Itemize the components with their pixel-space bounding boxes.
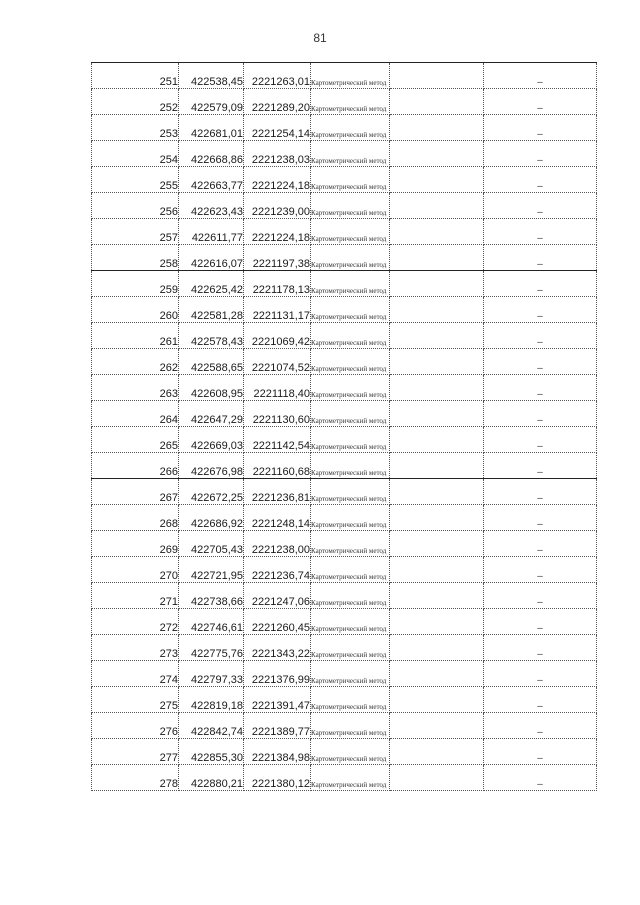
empty-cell	[390, 479, 484, 505]
point-number: 255	[92, 167, 179, 193]
coordinate-y: 2221391,47	[244, 687, 311, 713]
point-number: 275	[92, 687, 179, 713]
coordinate-x: 422579,09	[179, 89, 244, 115]
determination-method	[311, 141, 390, 167]
point-number: 258	[92, 245, 179, 271]
coordinate-x: 422880,21	[179, 765, 244, 791]
empty-cell	[390, 739, 484, 765]
point-number: 259	[92, 271, 179, 297]
method-text: Картометрический метод	[311, 339, 387, 347]
empty-cell	[390, 89, 484, 115]
coordinate-y: 2221380,12	[244, 765, 311, 791]
point-number: 267	[92, 479, 179, 505]
coordinate-x: 422623,43	[179, 193, 244, 219]
determination-method	[311, 609, 390, 635]
determination-method	[311, 765, 390, 791]
method-text: Картометрический метод	[311, 469, 387, 477]
determination-method	[311, 167, 390, 193]
accuracy-mark: –	[484, 687, 597, 713]
coordinate-y: 2221239,00	[244, 193, 311, 219]
determination-method	[311, 271, 390, 297]
determination-method	[311, 245, 390, 271]
determination-method	[311, 375, 390, 401]
method-text: Картометрический метод	[311, 755, 387, 763]
accuracy-mark: –	[484, 375, 597, 401]
accuracy-mark: –	[484, 63, 597, 89]
accuracy-mark: –	[484, 89, 597, 115]
accuracy-mark: –	[484, 349, 597, 375]
coordinate-y: 2221248,14	[244, 505, 311, 531]
accuracy-mark: –	[484, 141, 597, 167]
determination-method	[311, 323, 390, 349]
method-text: Картометрический метод	[311, 781, 387, 789]
table-row	[92, 713, 597, 739]
coordinate-y: 2221238,03	[244, 141, 311, 167]
accuracy-mark: –	[484, 713, 597, 739]
determination-method	[311, 453, 390, 479]
determination-method	[311, 427, 390, 453]
point-number: 252	[92, 89, 179, 115]
method-text: Картометрический метод	[311, 261, 387, 269]
coordinate-y: 2221247,06	[244, 583, 311, 609]
determination-method	[311, 219, 390, 245]
table-row	[92, 323, 597, 349]
determination-method	[311, 557, 390, 583]
accuracy-mark: –	[484, 765, 597, 791]
accuracy-mark: –	[484, 427, 597, 453]
page-number: 81	[313, 31, 327, 45]
method-text: Картометрический метод	[311, 313, 387, 321]
method-text: Картометрический метод	[311, 703, 387, 711]
table-body	[92, 63, 597, 791]
point-number: 263	[92, 375, 179, 401]
accuracy-mark: –	[484, 401, 597, 427]
empty-cell	[390, 583, 484, 609]
table-row	[92, 193, 597, 219]
coordinate-y: 2221074,52	[244, 349, 311, 375]
coordinate-y: 2221224,18	[244, 167, 311, 193]
method-text: Картометрический метод	[311, 209, 387, 217]
coordinate-x: 422669,03	[179, 427, 244, 453]
coordinate-y: 2221131,17	[244, 297, 311, 323]
coordinate-x: 422625,42	[179, 271, 244, 297]
empty-cell	[390, 713, 484, 739]
coordinate-x: 422588,65	[179, 349, 244, 375]
table-row	[92, 297, 597, 323]
accuracy-mark: –	[484, 635, 597, 661]
coordinate-y: 2221254,14	[244, 115, 311, 141]
point-number: 264	[92, 401, 179, 427]
empty-cell	[390, 765, 484, 791]
point-number: 278	[92, 765, 179, 791]
coordinate-x: 422705,43	[179, 531, 244, 557]
determination-method	[311, 193, 390, 219]
point-number: 276	[92, 713, 179, 739]
empty-cell	[390, 271, 484, 297]
method-text: Картометрический метод	[311, 391, 387, 399]
table-row	[92, 583, 597, 609]
method-text: Картометрический метод	[311, 105, 387, 113]
point-number: 273	[92, 635, 179, 661]
empty-cell	[390, 427, 484, 453]
determination-method	[311, 713, 390, 739]
table-row	[92, 401, 597, 427]
method-text: Картометрический метод	[311, 183, 387, 191]
coordinate-x: 422616,07	[179, 245, 244, 271]
coordinate-y: 2221224,18	[244, 219, 311, 245]
accuracy-mark: –	[484, 531, 597, 557]
coordinate-x: 422672,25	[179, 479, 244, 505]
method-text: Картометрический метод	[311, 443, 387, 451]
accuracy-mark: –	[484, 583, 597, 609]
method-text: Картометрический метод	[311, 365, 387, 373]
coordinate-y: 2221376,99	[244, 661, 311, 687]
table-row	[92, 375, 597, 401]
coordinate-x: 422842,74	[179, 713, 244, 739]
empty-cell	[390, 115, 484, 141]
coordinate-y: 2221197,38	[244, 245, 311, 271]
accuracy-mark: –	[484, 479, 597, 505]
accuracy-mark: –	[484, 661, 597, 687]
coordinate-x: 422855,30	[179, 739, 244, 765]
method-text: Картометрический метод	[311, 495, 387, 503]
point-number: 271	[92, 583, 179, 609]
method-text: Картометрический метод	[311, 235, 387, 243]
coordinate-x: 422819,18	[179, 687, 244, 713]
method-text: Картометрический метод	[311, 157, 387, 165]
method-text: Картометрический метод	[311, 79, 387, 87]
method-text: Картометрический метод	[311, 677, 387, 685]
coordinate-y: 2221260,45	[244, 609, 311, 635]
point-number: 253	[92, 115, 179, 141]
table-row	[92, 115, 597, 141]
empty-cell	[390, 687, 484, 713]
determination-method	[311, 531, 390, 557]
empty-cell	[390, 557, 484, 583]
table-row	[92, 141, 597, 167]
coordinate-y: 2221263,01	[244, 63, 311, 89]
accuracy-mark: –	[484, 167, 597, 193]
point-number: 254	[92, 141, 179, 167]
empty-cell	[390, 609, 484, 635]
determination-method	[311, 297, 390, 323]
accuracy-mark: –	[484, 609, 597, 635]
point-number: 269	[92, 531, 179, 557]
empty-cell	[390, 661, 484, 687]
coordinate-y: 2221130,60	[244, 401, 311, 427]
coordinate-y: 2221118,40	[244, 375, 311, 401]
coordinate-y: 2221236,74	[244, 557, 311, 583]
table-row	[92, 661, 597, 687]
determination-method	[311, 89, 390, 115]
coordinate-y: 2221238,00	[244, 531, 311, 557]
coordinate-x: 422611,77	[179, 219, 244, 245]
method-text: Картометрический метод	[311, 651, 387, 659]
coordinate-x: 422578,43	[179, 323, 244, 349]
coordinate-x: 422721,95	[179, 557, 244, 583]
empty-cell	[390, 531, 484, 557]
table-row	[92, 739, 597, 765]
coordinate-x: 422676,98	[179, 453, 244, 479]
point-number: 270	[92, 557, 179, 583]
empty-cell	[390, 297, 484, 323]
coordinate-y: 2221142,54	[244, 427, 311, 453]
method-text: Картометрический метод	[311, 417, 387, 425]
empty-cell	[390, 323, 484, 349]
coordinate-x: 422663,77	[179, 167, 244, 193]
point-number: 257	[92, 219, 179, 245]
accuracy-mark: –	[484, 297, 597, 323]
table-row	[92, 505, 597, 531]
accuracy-mark: –	[484, 219, 597, 245]
method-text: Картометрический метод	[311, 625, 387, 633]
empty-cell	[390, 167, 484, 193]
coordinate-y: 2221384,98	[244, 739, 311, 765]
table-row	[92, 479, 597, 505]
table-row	[92, 531, 597, 557]
point-number: 261	[92, 323, 179, 349]
coordinate-y: 2221389,77	[244, 713, 311, 739]
point-number: 256	[92, 193, 179, 219]
table-row	[92, 63, 597, 89]
table-row	[92, 609, 597, 635]
method-text: Картометрический метод	[311, 521, 387, 529]
empty-cell	[390, 453, 484, 479]
accuracy-mark: –	[484, 453, 597, 479]
empty-cell	[390, 375, 484, 401]
table-row	[92, 219, 597, 245]
table-row	[92, 427, 597, 453]
empty-cell	[390, 245, 484, 271]
point-number: 272	[92, 609, 179, 635]
method-text: Картометрический метод	[311, 573, 387, 581]
coordinate-x: 422797,33	[179, 661, 244, 687]
point-number: 260	[92, 297, 179, 323]
empty-cell	[390, 219, 484, 245]
empty-cell	[390, 635, 484, 661]
table-row	[92, 453, 597, 479]
accuracy-mark: –	[484, 323, 597, 349]
point-number: 268	[92, 505, 179, 531]
accuracy-mark: –	[484, 739, 597, 765]
point-number: 274	[92, 661, 179, 687]
accuracy-mark: –	[484, 245, 597, 271]
table-row	[92, 349, 597, 375]
determination-method	[311, 583, 390, 609]
coordinate-y: 2221069,42	[244, 323, 311, 349]
empty-cell	[390, 141, 484, 167]
coordinate-y: 2221236,81	[244, 479, 311, 505]
coordinate-x: 422581,28	[179, 297, 244, 323]
table-row	[92, 167, 597, 193]
point-number: 277	[92, 739, 179, 765]
coordinate-x: 422668,86	[179, 141, 244, 167]
empty-cell	[390, 193, 484, 219]
determination-method	[311, 401, 390, 427]
method-text: Картометрический метод	[311, 131, 387, 139]
point-number: 251	[92, 63, 179, 89]
coordinate-y: 2221178,13	[244, 271, 311, 297]
determination-method	[311, 687, 390, 713]
table-row	[92, 765, 597, 791]
coordinates-table	[91, 62, 597, 791]
point-number: 266	[92, 453, 179, 479]
coordinate-x: 422681,01	[179, 115, 244, 141]
determination-method	[311, 661, 390, 687]
accuracy-mark: –	[484, 505, 597, 531]
determination-method	[311, 479, 390, 505]
determination-method	[311, 635, 390, 661]
coordinate-x: 422775,76	[179, 635, 244, 661]
method-text: Картометрический метод	[311, 729, 387, 737]
point-number: 265	[92, 427, 179, 453]
coordinate-y: 2221343,22	[244, 635, 311, 661]
coordinate-y: 2221160,68	[244, 453, 311, 479]
empty-cell	[390, 505, 484, 531]
coordinate-x: 422686,92	[179, 505, 244, 531]
coordinate-x: 422538,45	[179, 63, 244, 89]
accuracy-mark: –	[484, 115, 597, 141]
table-row	[92, 557, 597, 583]
coordinate-x: 422746,61	[179, 609, 244, 635]
table-row	[92, 687, 597, 713]
coordinate-x: 422647,29	[179, 401, 244, 427]
empty-cell	[390, 63, 484, 89]
table-row	[92, 635, 597, 661]
determination-method	[311, 349, 390, 375]
table-row	[92, 89, 597, 115]
method-text: Картометрический метод	[311, 599, 387, 607]
determination-method	[311, 505, 390, 531]
table-row	[92, 245, 597, 271]
empty-cell	[390, 349, 484, 375]
method-text: Картометрический метод	[311, 287, 387, 295]
determination-method	[311, 115, 390, 141]
empty-cell	[390, 401, 484, 427]
coordinate-x: 422608,95	[179, 375, 244, 401]
accuracy-mark: –	[484, 557, 597, 583]
point-number: 262	[92, 349, 179, 375]
accuracy-mark: –	[484, 193, 597, 219]
method-text: Картометрический метод	[311, 547, 387, 555]
determination-method	[311, 63, 390, 89]
coordinate-x: 422738,66	[179, 583, 244, 609]
accuracy-mark: –	[484, 271, 597, 297]
determination-method	[311, 739, 390, 765]
table-row	[92, 271, 597, 297]
coordinate-y: 2221289,20	[244, 89, 311, 115]
